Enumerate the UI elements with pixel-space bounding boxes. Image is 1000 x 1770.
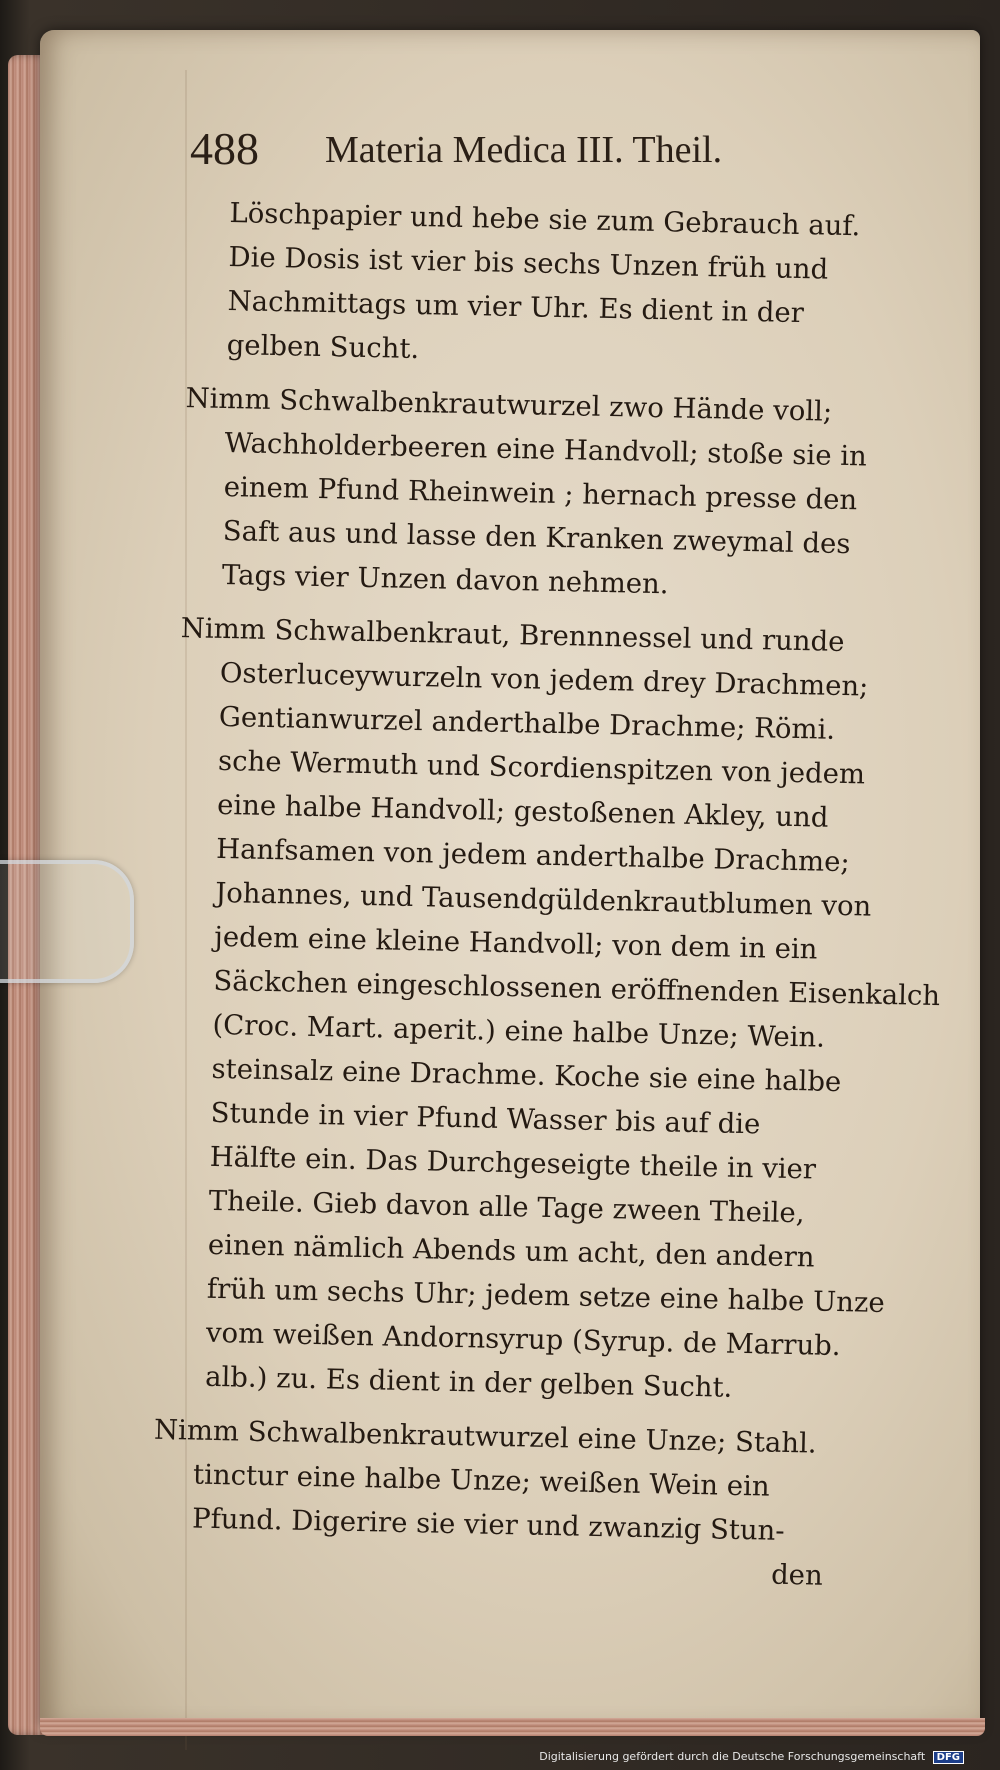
text-line: Saft aus und lasse den Kranken zweymal des bbox=[222, 514, 851, 561]
text-line: Nimm Schwalbenkrautwurzel zwo Hände voll; bbox=[185, 382, 833, 428]
text-line: Stunde in vier Pfund Wasser bis auf die bbox=[210, 1096, 761, 1141]
page-fold bbox=[185, 70, 187, 1750]
catchword: den bbox=[770, 1558, 824, 1592]
text-line: Tags vier Unzen davon nehmen. bbox=[221, 558, 669, 601]
text-line: (Croc. Mart. aperit.) eine halbe Unze; Wein. bbox=[212, 1008, 826, 1054]
page-clip bbox=[0, 860, 134, 983]
dfg-logo: DFG bbox=[933, 1751, 964, 1764]
text-line: sche Wermuth und Scordienspitzen von jedem bbox=[217, 744, 866, 791]
text-line: Johannes, und Tausendgüldenkrautblumen von bbox=[214, 876, 872, 923]
text-line: jedem eine kleine Handvoll; von dem in ein bbox=[214, 920, 818, 966]
digitization-credit bbox=[539, 1750, 964, 1764]
text-line: Die Dosis ist vier bis sechs Unzen früh und bbox=[228, 241, 829, 286]
page-header bbox=[190, 122, 890, 182]
text-line: tinctur eine halbe Unze; weißen Wein ein bbox=[192, 1458, 770, 1503]
text-line: Säckchen eingeschlossenen eröffnenden Eisenkalch bbox=[213, 964, 941, 1013]
text-line: steinsalz eine Drachme. Koche sie eine halbe bbox=[211, 1052, 842, 1099]
text-line: Hanfsamen von jedem anderthalbe Drachme; bbox=[215, 832, 851, 879]
text-line: Osterluceywurzeln von jedem drey Drachmen; bbox=[219, 656, 869, 703]
text-line: einen nämlich Abends um acht, den andern bbox=[207, 1228, 815, 1274]
text-line: Pfund. Digerire sie vier und zwanzig Stun- bbox=[191, 1502, 785, 1547]
running-head: Materia Medica III. Theil. bbox=[325, 129, 723, 171]
text-line: Gentianwurzel anderthalbe Drachme; Römi. bbox=[218, 700, 836, 746]
text-line: Hälfte ein. Das Durchgeseigte theile in vier bbox=[209, 1140, 817, 1186]
text-line: vom weißen Andornsyrup (Syrup. de Marrub. bbox=[205, 1316, 841, 1363]
text-line: gelben Sucht. bbox=[226, 329, 420, 366]
book-bottom-edge bbox=[40, 1718, 985, 1736]
text-line: Theile. Gieb davon alle Tage zween Theile, bbox=[208, 1184, 805, 1230]
text-line: einem Pfund Rheinwein ; hernach presse den bbox=[223, 470, 858, 517]
text-line: Nachmittags um vier Uhr. Es dient in der bbox=[227, 285, 805, 330]
text-line: Wachholderbeeren eine Handvoll; stoße sie in bbox=[224, 426, 868, 473]
text-line: Nimm Schwalbenkraut, Brennnessel und runde bbox=[180, 612, 845, 659]
text-line: früh um sechs Uhr; jedem setze eine halbe Unze bbox=[206, 1272, 886, 1319]
text-line: eine halbe Handvoll; gestoßenen Akley, und bbox=[216, 788, 829, 834]
text-line: Löschpapier und hebe sie zum Gebrauch auf. bbox=[229, 197, 861, 243]
credit-text: Digitalisierung gefördert durch die Deutsche Forschungsgemeinschaft bbox=[539, 1750, 926, 1763]
page-number: 488 bbox=[190, 123, 259, 174]
text-line: Nimm Schwalbenkrautwurzel eine Unze; Stahl. bbox=[153, 1413, 817, 1460]
text-line: alb.) zu. Es dient in der gelben Sucht. bbox=[204, 1360, 733, 1404]
